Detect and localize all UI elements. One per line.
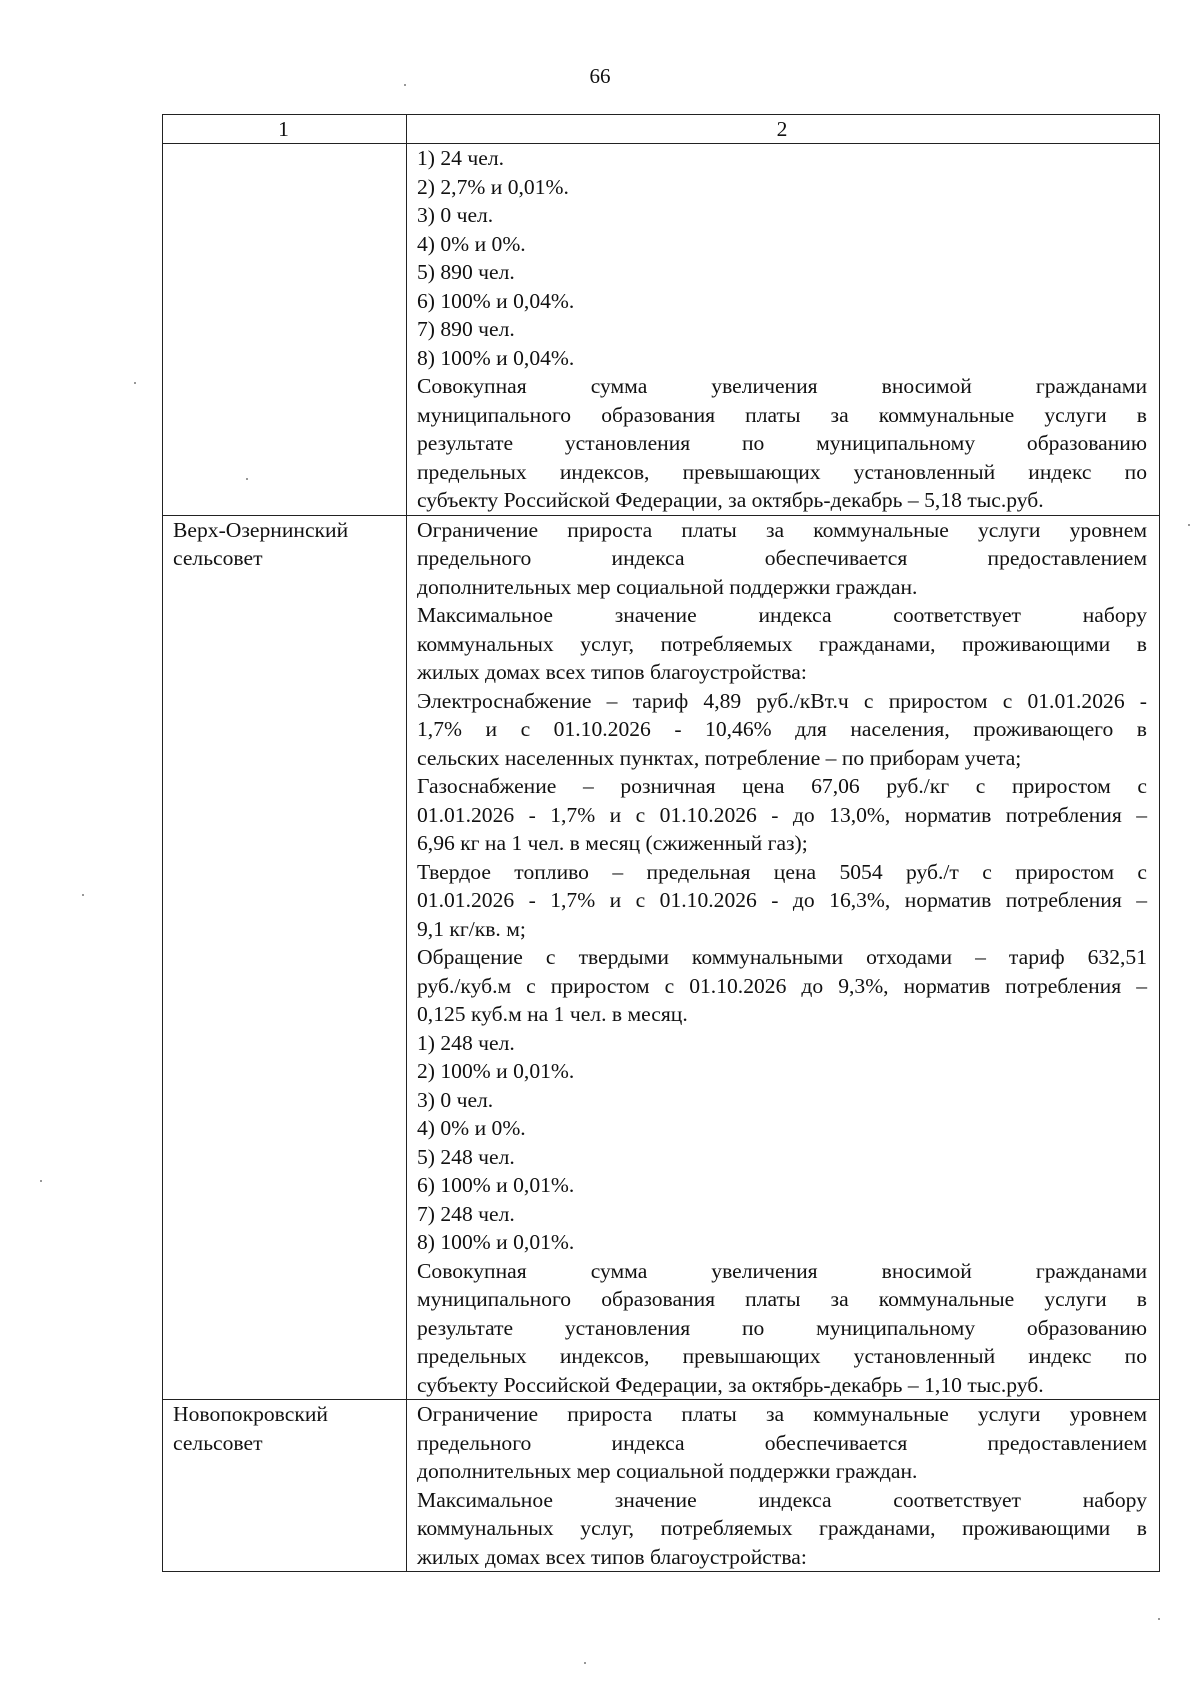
description-line: жилых домах всех типов благоустройства: — [417, 1544, 807, 1569]
scan-speck — [404, 84, 406, 86]
municipality-name-line: Новопокровский — [173, 1402, 328, 1426]
description-line: Обращение с твердыми коммунальными отходами – тариф 632,51 — [417, 945, 1147, 969]
description-line: 1) 24 чел. — [417, 146, 504, 170]
description-cell — [407, 1400, 1160, 1572]
municipality-name-line: сельсовет — [173, 546, 263, 570]
description-line: Газоснабжение – розничная цена 67,06 руб./кг с приростом с — [417, 774, 1147, 798]
description-cell — [407, 144, 1160, 516]
total-increase-line: предельных индексов, превышающих установленный индекс по — [417, 1344, 1147, 1368]
table-row — [163, 1400, 1160, 1572]
description-line: Твердое топливо – предельная цена 5054 руб./т с приростом с — [417, 859, 1147, 884]
table-row — [163, 144, 1160, 516]
description-line: предельного индекса обеспечивается предоставлением — [417, 1430, 1147, 1455]
total-increase-line: субъекту Российской Федерации, за октябрь-декабрь – 5,18 тыс.руб. — [417, 488, 1044, 512]
description-line: 2) 100% и 0,01%. — [417, 1059, 575, 1083]
scan-speck — [1158, 1618, 1160, 1620]
description-line: 01.01.2026 - 1,7% и с 01.10.2026 - до 16,3%, норматив потребления – — [417, 888, 1147, 912]
description-line: коммунальных услуг, потребляемых гражданами, проживающими в — [417, 1516, 1147, 1540]
table-header-row — [163, 115, 1160, 144]
description-line: Максимальное значение индекса соответствует набору — [417, 603, 1147, 627]
total-increase-line: субъекту Российской Федерации, за октябрь-декабрь – 1,10 тыс.руб. — [417, 1372, 1044, 1397]
description-line: Ограничение прироста платы за коммунальные услуги уровнем — [417, 517, 1147, 542]
description-line: 0,125 куб.м на 1 чел. в месяц. — [417, 1002, 688, 1026]
description-line: коммунальных услуг, потребляемых гражданами, проживающими в — [417, 631, 1147, 656]
scan-speck — [584, 1662, 586, 1664]
municipality-name-line: сельсовет — [173, 1430, 263, 1455]
description-line: 4) 0% и 0%. — [417, 1116, 526, 1140]
column-header-2: 2 — [407, 115, 1160, 144]
description-line: Ограничение прироста платы за коммунальные услуги уровнем — [417, 1402, 1147, 1426]
total-increase-line: Совокупная сумма увеличения вносимой гражданами — [417, 1258, 1147, 1283]
scan-speck — [134, 382, 136, 384]
description-line: предельного индекса обеспечивается предоставлением — [417, 546, 1147, 570]
total-increase-line: муниципального образования платы за коммунальные услуги в — [417, 1287, 1147, 1311]
total-increase-line: предельных индексов, превышающих установленный индекс по — [417, 459, 1147, 484]
description-line: 01.01.2026 - 1,7% и с 01.10.2026 - до 13,0%, норматив потребления – — [417, 802, 1147, 827]
municipal-index-table — [162, 114, 1160, 1572]
description-line: 1) 248 чел. — [417, 1030, 515, 1055]
description-line: 5) 248 чел. — [417, 1144, 515, 1169]
description-line: 8) 100% и 0,01%. — [417, 1230, 575, 1254]
description-line: Максимальное значение индекса соответствует набору — [417, 1487, 1147, 1512]
description-line: 3) 0 чел. — [417, 203, 494, 227]
municipality-cell — [163, 1400, 407, 1572]
description-line: 3) 0 чел. — [417, 1087, 494, 1112]
description-line: 6) 100% и 0,01%. — [417, 1173, 575, 1197]
description-line: 6) 100% и 0,04%. — [417, 288, 575, 313]
description-line: дополнительных мер социальной поддержки граждан. — [417, 1459, 918, 1483]
page-number: 66 — [589, 64, 611, 88]
description-line: 4) 0% и 0%. — [417, 231, 526, 256]
description-line: 5) 890 чел. — [417, 260, 515, 284]
description-line: 9,1 кг/кв. м; — [417, 916, 526, 941]
total-increase-line: результате установления по муниципальному образованию — [417, 1315, 1147, 1340]
description-line: руб./куб.м с приростом с 01.10.2026 до 9,3%, норматив потребления – — [417, 973, 1147, 998]
scan-speck — [1188, 524, 1190, 526]
description-line: 1,7% и с 01.10.2026 - 10,46% для населения, проживающего в — [417, 717, 1147, 741]
scan-speck — [40, 1180, 42, 1182]
municipality-name-line: Верх-Озернинский — [173, 517, 349, 542]
total-increase-line: муниципального образования платы за коммунальные услуги в — [417, 402, 1147, 427]
description-line: жилых домах всех типов благоустройства: — [417, 660, 807, 684]
description-line: дополнительных мер социальной поддержки граждан. — [417, 574, 918, 599]
table-row — [163, 515, 1160, 1400]
description-cell — [407, 515, 1160, 1400]
description-line: 7) 890 чел. — [417, 317, 515, 341]
municipality-cell — [163, 515, 407, 1400]
scan-speck — [82, 894, 84, 896]
column-header-1: 1 — [163, 115, 407, 144]
total-increase-line: результате установления по муниципальному образованию — [417, 431, 1147, 455]
description-line: 6,96 кг на 1 чел. в месяц (сжиженный газ); — [417, 831, 808, 855]
description-line: сельских населенных пунктах, потребление – по приборам учета; — [417, 745, 1022, 770]
description-line: 7) 248 чел. — [417, 1201, 515, 1226]
description-line: 8) 100% и 0,04%. — [417, 345, 575, 370]
municipality-cell — [163, 144, 407, 516]
total-increase-line: Совокупная сумма увеличения вносимой гражданами — [417, 374, 1147, 398]
description-line: Электроснабжение – тариф 4,89 руб./кВт.ч с приростом с 01.01.2026 - — [417, 688, 1147, 713]
scan-speck — [246, 478, 248, 480]
description-line: 2) 2,7% и 0,01%. — [417, 174, 569, 199]
